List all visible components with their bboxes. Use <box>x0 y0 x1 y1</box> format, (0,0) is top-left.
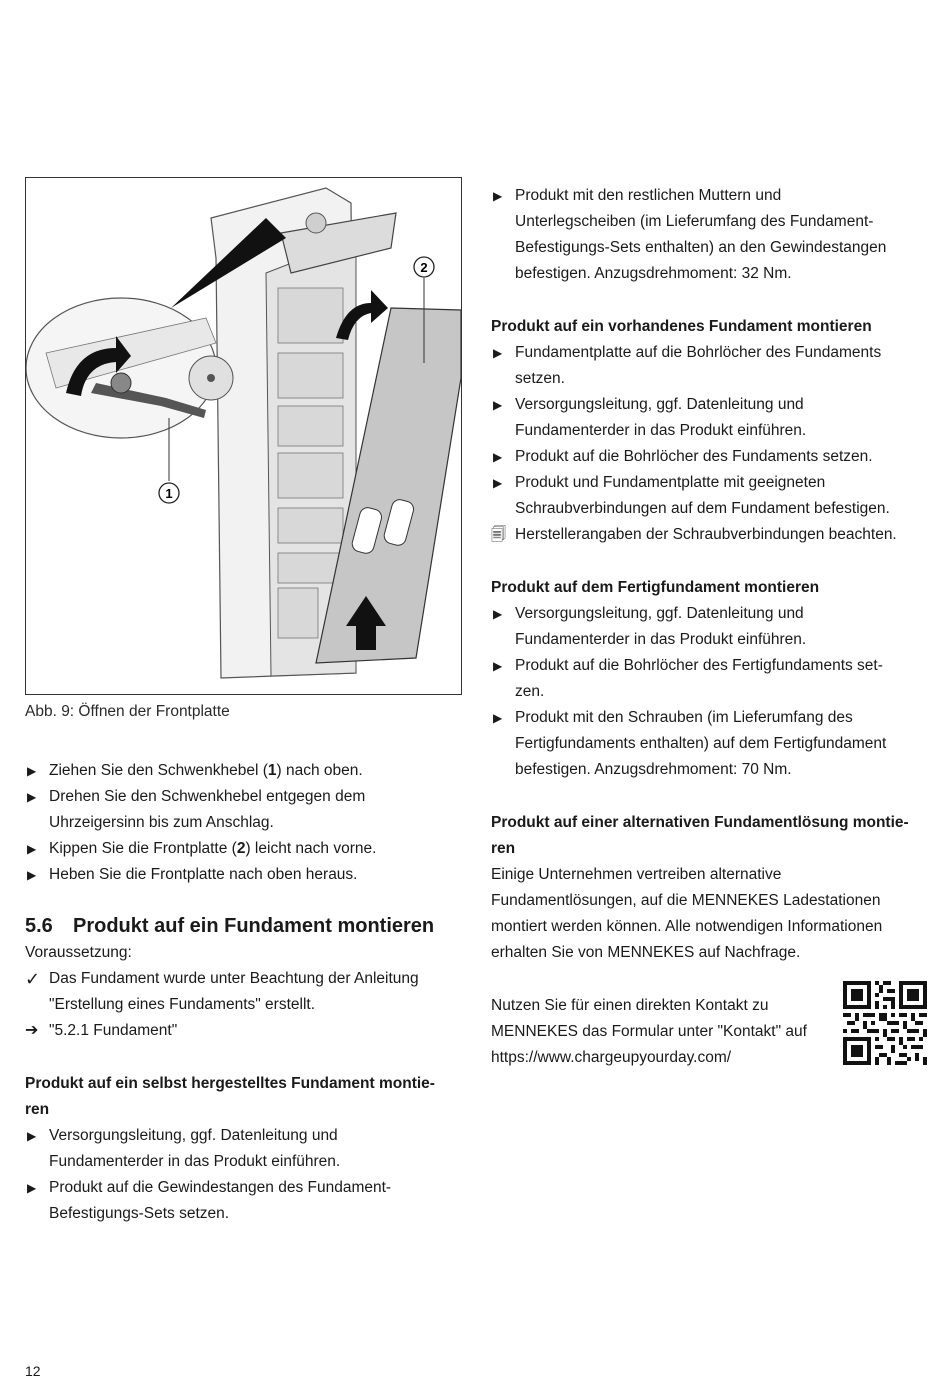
arrow-right-icon: ➔ <box>25 1022 39 1039</box>
contact-url-link[interactable]: https://www.chargeupyourday.com/ <box>491 1049 732 1066</box>
existing-heading: Produkt auf ein vorhandenes Fundament montieren <box>491 318 872 335</box>
alternative-heading: ren <box>491 840 516 857</box>
contact-text: MENNEKES das Formular unter "Kontakt" auf <box>491 1023 807 1040</box>
callout-1-label: 1 <box>165 486 173 501</box>
existing-step: Schraubverbindungen auf dem Fundament befestigen. <box>515 500 890 517</box>
alternative-body: Fundamentlösungen, auf die MENNEKES Ladestationen <box>491 892 881 909</box>
bullet-icon: ▶ <box>27 868 37 882</box>
self-made-step: Fundamenterder in das Produkt einführen. <box>49 1153 341 1170</box>
bullet-icon: ▶ <box>27 842 37 856</box>
step-rotate-lever-line: Uhrzeigersinn bis zum Anschlag. <box>49 814 274 831</box>
prefab-step: Versorgungsleitung, ggf. Datenleitung und <box>515 605 804 622</box>
illustration-charging-column <box>26 178 461 694</box>
prerequisite-label: Voraussetzung: <box>25 944 132 961</box>
alternative-body: erhalten Sie von MENNEKES auf Nachfrage. <box>491 944 801 961</box>
document-icon: 🗐 <box>491 526 506 543</box>
bullet-icon: ▶ <box>493 476 503 490</box>
self-made-heading: Produkt auf ein selbst hergestelltes Fundament montie- <box>25 1075 435 1092</box>
bullet-icon: ▶ <box>493 346 503 360</box>
prerequisite-line: "Erstellung eines Fundaments" erstellt. <box>49 996 316 1013</box>
fasten-step: befestigen. Anzugsdrehmoment: 32 Nm. <box>515 265 792 282</box>
fasten-step: Produkt mit den restlichen Muttern und <box>515 187 782 204</box>
self-made-step: Befestigungs-Sets setzen. <box>49 1205 230 1222</box>
prefab-step: Produkt mit den Schrauben (im Lieferumfang des <box>515 709 853 726</box>
prefab-step: zen. <box>515 683 545 700</box>
existing-step: Produkt auf die Bohrlöcher des Fundaments setzen. <box>515 448 873 465</box>
page-number: 12 <box>25 1363 41 1379</box>
existing-note: Herstellerangaben der Schraubverbindungen beachten. <box>515 526 897 543</box>
alternative-heading: Produkt auf einer alternativen Fundamentlösung montie- <box>491 814 909 831</box>
contact-text: Nutzen Sie für einen direkten Kontakt zu <box>491 997 769 1014</box>
figure-caption: Abb. 9: Öffnen der Frontplatte <box>25 703 230 720</box>
self-made-step: Versorgungsleitung, ggf. Datenleitung und <box>49 1127 338 1144</box>
figure-open-front-panel <box>25 177 462 695</box>
bullet-icon: ▶ <box>493 711 503 725</box>
bullet-icon: ▶ <box>493 450 503 464</box>
bullet-icon: ▶ <box>493 398 503 412</box>
section-number: 5.6 <box>25 915 53 937</box>
qr-code-icon[interactable] <box>843 981 927 1065</box>
bullet-icon: ▶ <box>27 764 37 778</box>
self-made-step: Produkt auf die Gewindestangen des Fundament- <box>49 1179 392 1196</box>
alternative-body: montiert werden können. Alle notwendigen Informationen <box>491 918 883 935</box>
fasten-step: Unterlegscheiben (im Lieferumfang des Fundament- <box>515 213 874 230</box>
existing-step: setzen. <box>515 370 565 387</box>
reference-link[interactable]: "5.2.1 Fundament" <box>49 1022 178 1039</box>
bullet-icon: ▶ <box>493 659 503 673</box>
bullet-icon: ▶ <box>27 1129 37 1143</box>
section-heading <box>25 912 434 940</box>
existing-step: Fundamenterder in das Produkt einführen. <box>515 422 807 439</box>
fasten-step: Befestigungs-Sets enthalten) an den Gewindestangen <box>515 239 887 256</box>
bullet-icon: ▶ <box>27 1181 37 1195</box>
existing-step: Versorgungsleitung, ggf. Datenleitung und <box>515 396 804 413</box>
section-title: Produkt auf ein Fundament montieren <box>73 915 435 937</box>
existing-step: Produkt und Fundamentplatte mit geeigneten <box>515 474 826 491</box>
prefab-step: Fertigfundaments enthalten) auf dem Fertigfundament <box>515 735 887 752</box>
alternative-body: Einige Unternehmen vertreiben alternative <box>491 866 782 883</box>
step-tilt-panel: Kippen Sie die Frontplatte (2) leicht nach vorne. <box>49 840 377 857</box>
existing-step: Fundamentplatte auf die Bohrlöcher des Fundaments <box>515 344 882 361</box>
prefab-step: befestigen. Anzugsdrehmoment: 70 Nm. <box>515 761 792 778</box>
checkmark-icon: ✓ <box>25 969 41 989</box>
step-pull-lever: Ziehen Sie den Schwenkhebel (1) nach oben. <box>49 762 363 779</box>
prefab-step: Fundamenterder in das Produkt einführen. <box>515 631 807 648</box>
bullet-icon: ▶ <box>27 790 37 804</box>
prefab-heading: Produkt auf dem Fertigfundament montieren <box>491 579 820 596</box>
self-made-heading: ren <box>25 1101 50 1118</box>
bullet-icon: ▶ <box>493 189 503 203</box>
bullet-icon: ▶ <box>493 607 503 621</box>
step-lift-panel: Heben Sie die Frontplatte nach oben heraus. <box>49 866 358 883</box>
prerequisite-line: Das Fundament wurde unter Beachtung der Anleitung <box>49 970 419 987</box>
step-rotate-lever-line: Drehen Sie den Schwenkhebel entgegen dem <box>49 788 366 805</box>
callout-2-label: 2 <box>420 260 428 275</box>
prefab-step: Produkt auf die Bohrlöcher des Fertigfundaments set- <box>515 657 883 674</box>
